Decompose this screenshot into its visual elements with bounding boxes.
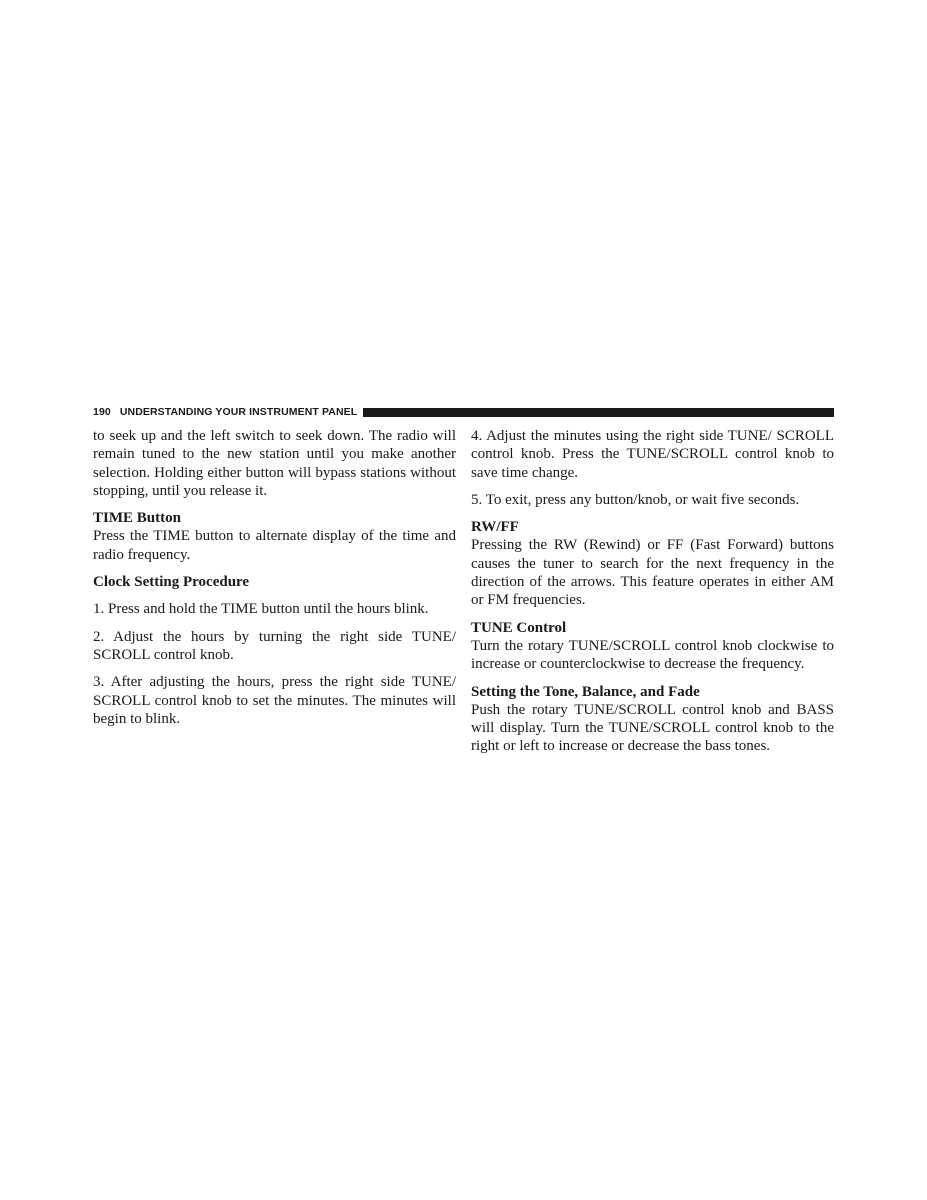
rw-ff-heading: RW/FF — [471, 519, 519, 536]
page-header — [93, 405, 834, 419]
tone-balance-fade-heading: Setting the Tone, Balance, and Fade — [471, 683, 700, 700]
clock-step-4: 4. Adjust the minutes using the right side TUNE/ SCROLL control knob. Press the TUNE/SCROLL control knob to save time change. — [471, 428, 834, 481]
tone-balance-fade-section — [471, 683, 834, 756]
page-number: 190 — [93, 406, 111, 418]
rw-ff-section — [471, 518, 834, 609]
time-button-body: Press the TIME button to alternate display of the time and radio frequency. — [93, 528, 456, 563]
tone-balance-fade-body: Push the rotary TUNE/SCROLL control knob and BASS will display. Turn the TUNE/SCROLL control knob to the right or left to increase or decrease the bass tones. — [471, 701, 834, 755]
clock-step-2: 2. Adjust the hours by turning the right side TUNE/ SCROLL control knob. — [93, 628, 456, 663]
clock-step-3: 3. After adjusting the hours, press the right side TUNE/ SCROLL control knob to set the minutes. The minutes will begin to blink. — [93, 674, 456, 727]
tune-control-section — [471, 619, 834, 674]
clock-step-1: 1. Press and hold the TIME button until the hours blink. — [93, 601, 429, 618]
clock-setting-section — [93, 573, 456, 591]
clock-setting-heading: Clock Setting Procedure — [93, 574, 250, 591]
header-rule — [363, 408, 834, 417]
left-column — [93, 427, 456, 737]
right-column — [471, 427, 834, 765]
intro-paragraph: to seek up and the left switch to seek down. The radio will remain tuned to the new station until you make another selection. Holding either button will bypass stations without stopping, until you release it. — [93, 428, 456, 499]
running-title: UNDERSTANDING YOUR INSTRUMENT PANEL — [119, 406, 358, 418]
tune-control-heading: TUNE Control — [471, 619, 567, 636]
clock-step-5: 5. To exit, press any button/knob, or wait five seconds. — [471, 491, 800, 508]
time-button-heading: TIME Button — [93, 510, 181, 527]
tune-control-body: Turn the rotary TUNE/SCROLL control knob clockwise to increase or counterclockwise to decrease the frequency. — [471, 637, 834, 673]
rw-ff-body: Pressing the RW (Rewind) or FF (Fast Forward) buttons causes the tuner to search for the next frequency in the direction of the arrows. This feature operates in either AM or FM frequencies. — [471, 537, 834, 609]
time-button-section — [93, 509, 456, 564]
